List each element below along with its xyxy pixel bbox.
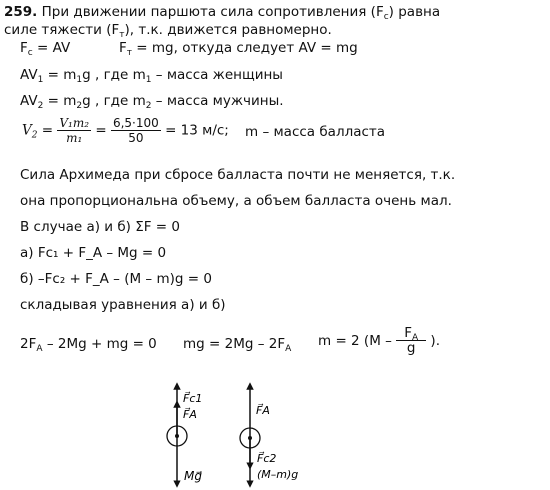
equation-av2: $AV_2 = m_2g$ , где $m_2$ – масса мужчины. — [20, 93, 284, 111]
label-fa-right: F⃗A — [256, 404, 270, 417]
ballast-note: m – масса балласта — [245, 124, 386, 140]
label-mg: Mg⃗ — [184, 469, 202, 483]
equation-v2: $V_2$ = $\frac{\text{V₁m₂}}{\text{m₁}}$ = $\frac{6,5\cdot 100}{50}$ = 13 м/с; — [22, 116, 229, 145]
archimedes-line-2: она пропорциональна объему, а объем балласта очень мал. — [20, 193, 452, 209]
equation-av1: $AV_1 = m_1g$ , где $m_1$ – масса женщины — [20, 67, 283, 85]
label-mmg: (M–m)g — [257, 468, 299, 481]
adding-equations: складывая уравнения а) и б) — [20, 297, 226, 313]
label-fc1: F⃗c1 — [183, 392, 203, 405]
equation-fc: $F_c$ = AV — [20, 40, 71, 58]
equation-b: б) –Fc₂ + F_A – (M – m)g = 0 — [20, 271, 212, 287]
diagram-right — [240, 386, 298, 484]
fraction-v1m2-over-m1: $\frac{\text{V₁m₂}}{\text{m₁}}$ — [59, 116, 90, 145]
final-equation-2: mg = $2Mg - 2F_A$ — [183, 336, 292, 354]
problem-number: 259. — [4, 4, 38, 20]
problem-statement-line-1: 259. При движении паршюта сила сопротивления $(F_c)$ равна — [4, 4, 441, 22]
equation-ft: $F_т$ = mg, откуда следует AV = mg — [119, 40, 358, 58]
final-equation-1: $2F_A - 2Mg$ + mg = 0 — [20, 336, 157, 354]
archimedes-line-1: Сила Архимеда при сбросе балласта почти не меняется, т.к. — [20, 167, 456, 183]
equation-a: а) Fc₁ + F_A – Mg = 0 — [20, 245, 167, 261]
problem-text-1: При движении паршюта сила сопротивления (F — [41, 4, 384, 20]
label-fc2: F⃗c2 — [257, 452, 277, 465]
diagram-left — [167, 386, 202, 484]
problem-statement-line-2: силе тяжести $(F_т)$, т.к. движется равномерно. — [4, 22, 332, 40]
final-equation-3: m = 2 (M – $\frac{F_A}{g}$ ). — [318, 325, 440, 356]
fraction-fa-over-g: $\frac{F_A}{g}$ — [396, 326, 426, 355]
case-sum-forces: В случае а) и б) ΣF = 0 — [20, 219, 180, 235]
label-fa-left: F⃗A — [183, 408, 197, 421]
fraction-numeric: $\frac{6,5\cdot 100}{50}$ — [112, 116, 159, 145]
